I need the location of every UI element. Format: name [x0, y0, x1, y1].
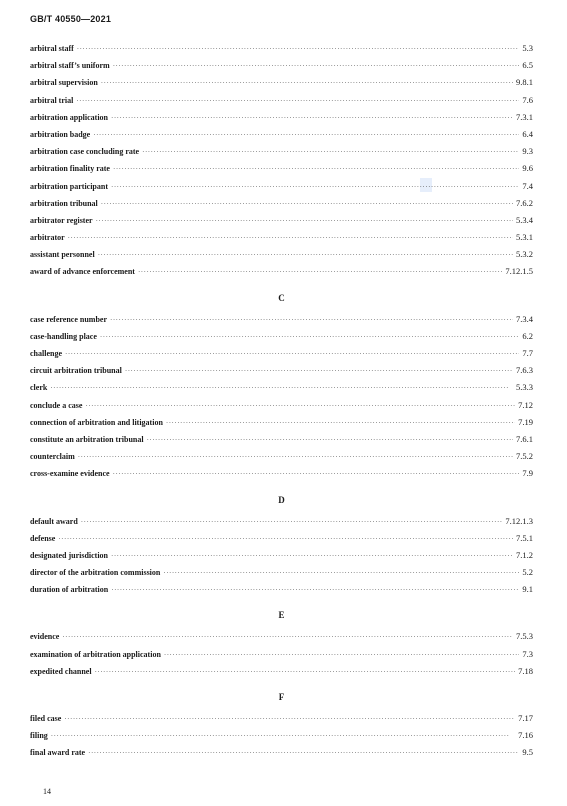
dot-leader [111, 586, 519, 594]
index-entry [30, 215, 533, 232]
dot-leader [95, 668, 516, 676]
dot-leader [138, 268, 502, 276]
dot-leader [147, 436, 513, 444]
index-entry [30, 400, 533, 417]
index-ref: 7.6.1 [516, 433, 533, 444]
index-entry [30, 382, 533, 399]
dot-leader [81, 518, 503, 526]
index-term: arbitral staff’s uniform [30, 61, 110, 71]
index-entry [30, 649, 533, 666]
index-ref: 7.6.2 [516, 197, 533, 208]
index-term: arbitral staff [30, 44, 74, 53]
index-entry [30, 232, 533, 249]
index-ref: 5.3.3 [516, 382, 533, 393]
dot-leader [101, 200, 513, 208]
dot-leader [113, 62, 520, 70]
dot-leader [76, 97, 519, 105]
dot-leader [164, 651, 519, 659]
index-ref: 9.8.1 [516, 77, 533, 88]
index-entry [30, 60, 533, 77]
index-entry [30, 314, 533, 331]
index-term: duration of arbitration [30, 585, 109, 595]
index-entry [30, 95, 533, 112]
dot-leader [113, 470, 520, 478]
index-ref: 7.18 [518, 665, 533, 676]
index-entry [30, 163, 533, 180]
dot-leader [65, 350, 519, 358]
index-term: examination of arbitration application [30, 649, 161, 659]
dot-leader [163, 569, 519, 577]
index-entry [30, 249, 533, 266]
index-entry [30, 567, 533, 584]
dot-leader [111, 183, 519, 191]
dot-leader [96, 217, 513, 225]
index-entry [30, 533, 533, 550]
index-term: circuit arbitration tribunal [30, 366, 122, 376]
index-term: arbitral trial [30, 95, 74, 105]
index-ref: 7.3.4 [516, 313, 533, 324]
index-content [30, 43, 533, 765]
index-ref: 7.4 [522, 180, 533, 191]
index-ref: 7.1.2 [516, 549, 533, 560]
index-ref: 5.3.4 [516, 214, 533, 225]
index-entry [30, 747, 533, 764]
index-ref: 7.19 [518, 416, 533, 427]
index-term: defense [30, 533, 56, 543]
index-entry [30, 584, 533, 601]
index-term: arbitration finality rate [30, 164, 110, 174]
index-ref: 9.5 [522, 747, 533, 758]
index-term: arbitration case concluding rate [30, 147, 140, 157]
index-ref: 7.16 [518, 730, 533, 741]
index-entry [30, 365, 533, 382]
index-entry [30, 77, 533, 94]
index-ref: 7.3.1 [516, 111, 533, 122]
index-entry [30, 266, 533, 283]
index-term: filing [30, 731, 48, 741]
index-term: director of the arbitration commission [30, 568, 161, 578]
index-term: arbitrator register [30, 215, 93, 225]
dot-leader [50, 384, 513, 392]
index-entry [30, 631, 533, 648]
index-ref: 6.5 [522, 60, 533, 71]
section-letter-f: F [278, 692, 285, 702]
index-entry [30, 451, 533, 468]
dot-leader [98, 251, 513, 259]
index-term: conclude a case [30, 400, 83, 410]
index-ref: 7.6.3 [516, 365, 533, 376]
index-ref: 7.5.2 [516, 451, 533, 462]
index-ref: 5.3.1 [516, 232, 533, 243]
index-ref: 7.12.1.5 [505, 266, 533, 277]
dot-leader [68, 234, 513, 242]
dot-leader [88, 749, 519, 757]
index-ref: 7.6 [522, 94, 533, 105]
index-entry [30, 348, 533, 365]
index-ref: 7.7 [522, 348, 533, 358]
index-term: arbitration participant [30, 181, 108, 191]
index-term: evidence [30, 632, 60, 642]
index-entry [30, 198, 533, 215]
index-entry [30, 713, 533, 730]
index-ref: 5.2 [522, 567, 533, 578]
dot-leader [110, 316, 513, 324]
dot-leader [85, 402, 515, 410]
section-letter-d: D [278, 494, 285, 505]
dot-leader [111, 552, 513, 560]
index-term: award of advance enforcement [30, 267, 135, 277]
index-entry [30, 516, 533, 533]
index-entry [30, 112, 533, 129]
index-term: default award [30, 516, 78, 526]
document-header: GB/T 40550—2021 [30, 14, 112, 24]
dot-leader [101, 79, 513, 87]
index-term: cross-examine evidence [30, 469, 110, 479]
index-ref: 7.3 [522, 648, 533, 659]
index-term: case reference number [30, 314, 108, 324]
index-term: counterclaim [30, 452, 75, 462]
dot-leader [100, 333, 519, 341]
index-ref: 6.2 [522, 330, 533, 341]
dot-leader [93, 131, 519, 139]
index-term: constitute an arbitration tribunal [30, 434, 144, 444]
index-ref: 7.17 [518, 713, 533, 723]
index-ref: 9.3 [522, 146, 533, 157]
index-term: designated jurisdiction [30, 550, 109, 560]
index-entry [30, 468, 533, 485]
index-term: arbitrator [30, 233, 65, 243]
index-ref: 7.9 [522, 468, 533, 479]
dot-leader [111, 114, 513, 122]
index-ref: 5.3 [522, 43, 533, 53]
index-entry [30, 146, 533, 163]
index-entry [30, 550, 533, 567]
index-entry [30, 43, 533, 60]
index-entry [30, 434, 533, 451]
index-term: arbitration application [30, 112, 109, 122]
index-term: assistant personnel [30, 250, 95, 260]
index-term: connection of arbitration and litigation [30, 417, 163, 427]
index-entry [30, 181, 533, 198]
index-entry [30, 331, 533, 348]
index-ref: 9.6 [522, 163, 533, 174]
index-term: expedited channel [30, 666, 92, 676]
dot-leader [166, 419, 515, 427]
dot-leader [77, 45, 520, 53]
index-term: case-handling place [30, 331, 97, 341]
dot-leader [142, 148, 519, 156]
index-ref: 7.5.1 [516, 532, 533, 543]
index-entry [30, 730, 533, 747]
dot-leader [113, 165, 519, 173]
dot-leader [62, 633, 513, 641]
index-term: arbitration badge [30, 129, 91, 139]
index-term: final award rate [30, 748, 86, 758]
page-number: 14 [43, 787, 51, 796]
index-ref: 9.1 [522, 584, 533, 595]
index-ref: 7.12 [518, 399, 533, 410]
section-letter-e: E [278, 610, 285, 621]
index-ref: 7.12.1.3 [505, 515, 533, 526]
index-term: arbitral supervision [30, 78, 98, 88]
index-ref: 7.5.3 [516, 631, 533, 642]
index-entry [30, 129, 533, 146]
index-entry [30, 417, 533, 434]
dot-leader [78, 453, 513, 461]
dot-leader [64, 715, 515, 723]
index-ref: 5.3.2 [516, 249, 533, 260]
index-term: filed case [30, 714, 62, 723]
index-term: challenge [30, 349, 62, 358]
index-term: clerk [30, 383, 48, 393]
dot-leader [58, 535, 513, 543]
index-entry [30, 666, 533, 683]
index-term: arbitration tribunal [30, 198, 98, 208]
section-letter-c: C [278, 292, 285, 303]
dot-leader [51, 732, 515, 740]
index-ref: 6.4 [522, 128, 533, 139]
dot-leader [125, 367, 513, 375]
